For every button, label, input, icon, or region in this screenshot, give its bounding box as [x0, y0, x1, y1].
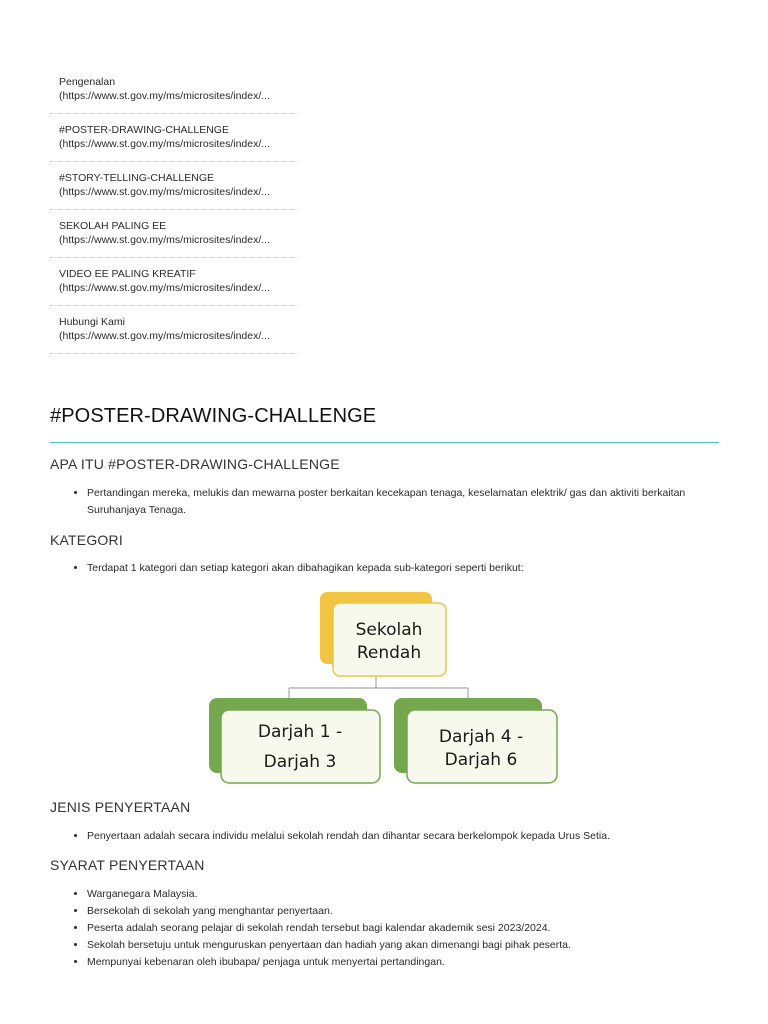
- node-label-line2: Darjah 3: [263, 752, 337, 772]
- nav-item-url: (https://www.st.gov.my/ms/microsites/index/...: [59, 89, 271, 102]
- nav-item-url: (https://www.st.gov.my/ms/microsites/index/...: [59, 185, 271, 198]
- diagram-node-darjah-1-3: [209, 698, 380, 783]
- nav-item-label: Hubungi Kami: [59, 316, 125, 328]
- node-label-line2: Rendah: [356, 643, 422, 663]
- list-item: • Peserta adalah seorang pelajar di sekolah rendah tersebut bagi kalendar akademik sesi 2023/2024.: [87, 920, 707, 937]
- jenis-penyertaan-list: [74, 828, 707, 845]
- list-item: • Sekolah bersetuju untuk menguruskan penyertaan dan hadiah yang akan dimenangi bagi pihak peserta.: [87, 937, 707, 954]
- node-box: [221, 710, 380, 783]
- list-item: • Bersekolah di sekolah yang menghantar penyertaan.: [87, 903, 707, 920]
- section-heading-syarat-penyertaan: SYARAT PENYERTAAN: [50, 857, 205, 873]
- nav-item-label: #STORY-TELLING-CHALLENGE: [59, 172, 215, 184]
- list-item: • Warganegara Malaysia.: [87, 886, 707, 903]
- nav-item-url: (https://www.st.gov.my/ms/microsites/index/...: [59, 137, 271, 150]
- list-item: • Terdapat 1 kategori dan setiap kategori akan dibahagikan kepada sub-kategori seperti berikut:: [87, 560, 707, 577]
- nav-item-label: #POSTER-DRAWING-CHALLENGE: [59, 124, 229, 136]
- section-heading-kategori: KATEGORI: [50, 532, 123, 548]
- nav-item-poster-drawing-challenge[interactable]: [50, 114, 298, 162]
- nav-item-url: (https://www.st.gov.my/ms/microsites/index/...: [59, 281, 271, 294]
- syarat-penyertaan-list: [74, 886, 707, 971]
- title-divider: [50, 442, 719, 443]
- page-title: #POSTER-DRAWING-CHALLENGE: [50, 405, 377, 427]
- apa-itu-list: [74, 485, 707, 519]
- list-item: • Pertandingan mereka, melukis dan mewarna poster berkaitan kecekapan tenaga, keselamatan elektrik/ gas dan aktiviti berkaitan Suruhanjaya Tenaga.: [87, 485, 707, 519]
- nav-item-label: SEKOLAH PALING EE: [59, 220, 167, 232]
- nav-item-url: (https://www.st.gov.my/ms/microsites/index/...: [59, 233, 271, 246]
- section-heading-apa-itu: APA ITU #POSTER-DRAWING-CHALLENGE: [50, 456, 340, 472]
- nav-item-label: Pengenalan: [59, 76, 116, 88]
- kategori-list: [74, 560, 707, 577]
- section-nav-list: [50, 66, 298, 354]
- nav-item-pengenalan[interactable]: [50, 66, 298, 114]
- nav-item-hubungi-kami[interactable]: [50, 306, 298, 354]
- diagram-node-sekolah-rendah: [320, 592, 446, 676]
- nav-item-sekolah-paling-ee[interactable]: [50, 210, 298, 258]
- section-heading-jenis-penyertaan: JENIS PENYERTAAN: [50, 799, 191, 815]
- nav-item-story-telling-challenge[interactable]: [50, 162, 298, 210]
- list-item: • Penyertaan adalah secara individu melalui sekolah rendah dan dihantar secara berkelompok kepada Urus Setia.: [87, 828, 707, 845]
- node-label-line2: Darjah 6: [444, 750, 518, 770]
- nav-item-video-ee-paling-kreatif[interactable]: [50, 258, 298, 306]
- node-label-line1: Sekolah: [355, 620, 423, 640]
- diagram-connectors: [289, 676, 468, 698]
- diagram-node-darjah-4-6: [394, 698, 557, 783]
- node-label-line1: Darjah 4 -: [438, 727, 524, 747]
- category-hierarchy-diagram: [200, 588, 570, 788]
- node-label-line1: Darjah 1 -: [257, 722, 343, 742]
- list-item: • Mempunyai kebenaran oleh ibubapa/ penjaga untuk menyertai pertandingan.: [87, 954, 707, 971]
- nav-item-label: VIDEO EE PALING KREATIF: [59, 268, 196, 280]
- nav-item-url: (https://www.st.gov.my/ms/microsites/index/...: [59, 329, 271, 342]
